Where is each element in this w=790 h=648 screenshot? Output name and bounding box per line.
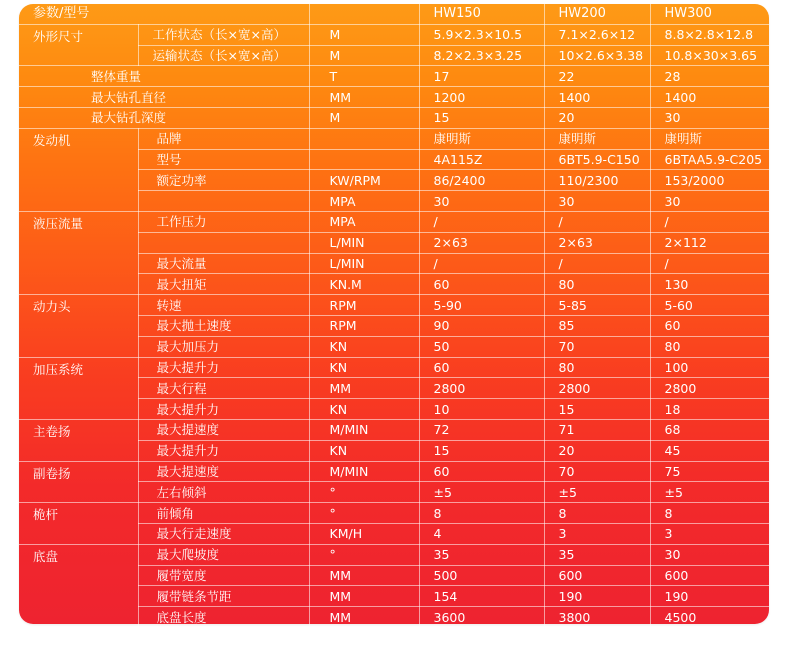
value-cell-model-1: 30 <box>419 191 544 212</box>
value-cell-model-1: 500 <box>419 565 544 586</box>
value-cell-model-1: 康明斯 <box>419 128 544 149</box>
unit-cell: MM <box>309 87 419 108</box>
parameter-name: 最大行走速度 <box>138 523 309 544</box>
unit-cell: KW/RPM <box>309 170 419 191</box>
parameter-name: 履带链条节距 <box>138 586 309 607</box>
unit-cell: KN <box>309 357 419 378</box>
value-cell-model-3: 4500 <box>650 607 769 628</box>
value-cell-model-2: 10×2.6×3.38 <box>544 45 650 66</box>
value-cell-model-3: 30 <box>650 107 769 128</box>
value-cell-model-3: 康明斯 <box>650 128 769 149</box>
table-row <box>19 503 769 524</box>
table-header-row <box>19 4 769 24</box>
parameter-name: 履带宽度 <box>138 565 309 586</box>
value-cell-model-2: 5-85 <box>544 295 650 316</box>
group-label: 主卷扬 <box>19 419 138 461</box>
unit-cell: M <box>309 107 419 128</box>
value-cell-model-3: 5-60 <box>650 295 769 316</box>
value-cell-model-1: 5-90 <box>419 295 544 316</box>
table-row <box>19 66 769 87</box>
parameter-name: 最大提升力 <box>138 357 309 378</box>
unit-cell: M/MIN <box>309 419 419 440</box>
value-cell-model-1: / <box>419 211 544 232</box>
unit-cell: KN <box>309 399 419 420</box>
group-label: 底盘 <box>19 544 138 647</box>
group-label: 桅杆 <box>19 503 138 545</box>
value-cell-model-2: 3800 <box>544 607 650 628</box>
unit-cell <box>309 128 419 149</box>
unit-cell: M/MIN <box>309 461 419 482</box>
value-cell-model-2: 22 <box>544 66 650 87</box>
parameter-name: 最大流量 <box>138 253 309 274</box>
value-cell-model-3: 153/2000 <box>650 170 769 191</box>
value-cell-model-1: 8 <box>419 503 544 524</box>
value-cell-model-1: / <box>419 253 544 274</box>
table-row <box>19 461 769 482</box>
value-cell-model-1: 10 <box>419 399 544 420</box>
value-cell-model-1: 2×63 <box>419 232 544 253</box>
header-model-1: HW150 <box>419 4 544 24</box>
value-cell-model-3: 1400 <box>650 87 769 108</box>
unit-cell: L/MIN <box>309 232 419 253</box>
value-cell-model-1: 1200 <box>419 87 544 108</box>
value-cell-model-2: 1400 <box>544 87 650 108</box>
parameter-name: 最大提速度 <box>138 461 309 482</box>
value-cell-model-1: 60 <box>419 461 544 482</box>
value-cell-model-3: 45 <box>650 440 769 461</box>
value-cell-model-1: 15 <box>419 107 544 128</box>
group-label: 加压系统 <box>19 357 138 419</box>
table-row <box>19 419 769 440</box>
value-cell-model-2: 35 <box>544 544 650 565</box>
table-row <box>19 128 769 149</box>
parameter-name: 品牌 <box>138 128 309 149</box>
value-cell-model-1: 35 <box>419 544 544 565</box>
value-cell-model-1: 17 <box>419 66 544 87</box>
unit-cell: KM/H <box>309 523 419 544</box>
parameter-name: 最大爬坡度 <box>138 544 309 565</box>
value-cell-model-3: 600 <box>650 565 769 586</box>
value-cell-model-3: ±5 <box>650 482 769 503</box>
value-cell-model-3: 190 <box>650 586 769 607</box>
value-cell-model-3: 28 <box>650 66 769 87</box>
value-cell-model-2: 80 <box>544 357 650 378</box>
parameter-name: 最大提升力 <box>138 399 309 420</box>
unit-cell: KN <box>309 336 419 357</box>
value-cell-model-2: 7.1×2.6×12 <box>544 24 650 45</box>
unit-cell: ° <box>309 503 419 524</box>
value-cell-model-2: / <box>544 211 650 232</box>
value-cell-model-3: 3 <box>650 523 769 544</box>
parameter-name: 最大扭矩 <box>138 274 309 295</box>
value-cell-model-2: 77 <box>544 627 650 647</box>
value-cell-model-3: 100 <box>650 357 769 378</box>
group-label: 动力头 <box>19 295 138 357</box>
value-cell-model-3: 68 <box>650 419 769 440</box>
parameter-name: 运输状态（长×宽×高） <box>138 45 309 66</box>
unit-cell: RPM <box>309 315 419 336</box>
value-cell-model-1: 86/2400 <box>419 170 544 191</box>
value-cell-model-2: 30 <box>544 191 650 212</box>
parameter-name: 左右倾斜 <box>138 482 309 503</box>
value-cell-model-2: 70 <box>544 461 650 482</box>
value-cell-model-1: 66.3 <box>419 627 544 647</box>
spec-table-body <box>19 4 769 648</box>
unit-cell: MM <box>309 607 419 628</box>
unit-cell: MM <box>309 586 419 607</box>
value-cell-model-3: 75 <box>650 461 769 482</box>
value-cell-model-2: 2×63 <box>544 232 650 253</box>
unit-cell: MPA <box>309 191 419 212</box>
unit-cell: MM <box>309 565 419 586</box>
group-label: 发动机 <box>19 128 138 211</box>
value-cell-model-2: 600 <box>544 565 650 586</box>
value-cell-model-3: 6BTAA5.9-C205 <box>650 149 769 170</box>
group-label: 外形尺寸 <box>19 24 138 66</box>
unit-cell: KPA <box>309 627 419 647</box>
parameter-name: 最大提升力 <box>138 440 309 461</box>
value-cell-model-2: 20 <box>544 440 650 461</box>
parameter-name: 最大行程 <box>138 378 309 399</box>
value-cell-model-2: 71 <box>544 419 650 440</box>
parameter-name: 额定功率 <box>138 170 309 191</box>
parameter-name: 转速 <box>138 295 309 316</box>
value-cell-model-3: 18 <box>650 399 769 420</box>
value-cell-model-3: 10.8×30×3.65 <box>650 45 769 66</box>
header-label: 参数/型号 <box>19 4 309 24</box>
group-label: 液压流量 <box>19 211 138 294</box>
value-cell-model-2: 80 <box>544 274 650 295</box>
value-cell-model-3: 60 <box>650 315 769 336</box>
value-cell-model-3: / <box>650 211 769 232</box>
value-cell-model-3: 92 <box>664 630 681 646</box>
value-cell-model-3: 8.8×2.8×12.8 <box>650 24 769 45</box>
unit-cell: M <box>309 24 419 45</box>
parameter-name: 前倾角 <box>138 503 309 524</box>
value-cell-model-3: / <box>650 253 769 274</box>
value-cell-model-2: 8 <box>544 503 650 524</box>
value-cell-model-2: 85 <box>544 315 650 336</box>
value-cell-model-2: 3 <box>544 523 650 544</box>
unit-cell: RPM <box>309 295 419 316</box>
unit-cell: L/MIN <box>309 253 419 274</box>
header-model-3: HW300 <box>650 4 769 24</box>
group-label: 副卷扬 <box>19 461 138 503</box>
value-cell-model-2: 20 <box>544 107 650 128</box>
value-cell-model-1: 8.2×2.3×3.25 <box>419 45 544 66</box>
value-cell-model-3: 130 <box>650 274 769 295</box>
spec-table-card <box>19 4 769 646</box>
value-cell-model-1: 2800 <box>419 378 544 399</box>
value-cell-model-1: 90 <box>419 315 544 336</box>
table-row <box>19 357 769 378</box>
value-cell-model-1: 3600 <box>419 607 544 628</box>
value-cell-model-2: 6BT5.9-C150 <box>544 149 650 170</box>
value-cell-model-2: 15 <box>544 399 650 420</box>
value-cell-model-1: 72 <box>419 419 544 440</box>
value-cell-model-1: 154 <box>419 586 544 607</box>
row-label: 最大钻孔直径 <box>19 87 309 108</box>
parameter-name: 底盘长度 <box>138 607 309 628</box>
unit-cell: KN <box>309 440 419 461</box>
parameter-name <box>138 191 309 212</box>
table-row <box>19 24 769 45</box>
header-model-2: HW200 <box>544 4 650 24</box>
value-cell-model-1: 4 <box>419 523 544 544</box>
table-row <box>19 107 769 128</box>
spec-table <box>19 4 769 648</box>
unit-cell: KN.M <box>309 274 419 295</box>
value-cell-model-3: 30 <box>650 191 769 212</box>
table-row <box>19 87 769 108</box>
value-cell-model-2: 康明斯 <box>544 128 650 149</box>
value-cell-model-1: ±5 <box>419 482 544 503</box>
value-cell-model-1: 50 <box>419 336 544 357</box>
header-unit-cell <box>309 4 419 24</box>
row-label: 整体重量 <box>19 66 309 87</box>
unit-cell: M <box>309 45 419 66</box>
parameter-name: 最大提速度 <box>138 419 309 440</box>
value-cell-model-2: 110/2300 <box>544 170 650 191</box>
unit-cell: ° <box>309 482 419 503</box>
unit-cell: ° <box>309 544 419 565</box>
value-cell-model-1: 15 <box>419 440 544 461</box>
value-cell-model-2: 190 <box>544 586 650 607</box>
value-cell-model-3: 2800 <box>650 378 769 399</box>
value-cell-model-2: ±5 <box>544 482 650 503</box>
unit-cell: MPA <box>309 211 419 232</box>
parameter-name: 最大加压力 <box>138 336 309 357</box>
unit-cell <box>309 149 419 170</box>
value-cell-model-2: / <box>544 253 650 274</box>
unit-cell: T <box>309 66 419 87</box>
value-cell-model-3: 2×112 <box>650 232 769 253</box>
parameter-name: 工作状态（长×宽×高） <box>138 24 309 45</box>
table-row <box>19 544 769 565</box>
value-cell-model-3: 30 <box>650 544 769 565</box>
parameter-name: 最大抛土速度 <box>138 315 309 336</box>
value-cell-model-2: 2800 <box>544 378 650 399</box>
table-row <box>19 295 769 316</box>
unit-cell: MM <box>309 378 419 399</box>
value-cell-model-3: 80 <box>650 336 769 357</box>
parameter-name <box>138 232 309 253</box>
value-cell-model-2: 70 <box>544 336 650 357</box>
parameter-name: 型号 <box>138 149 309 170</box>
value-cell-model-1: 5.9×2.3×10.5 <box>419 24 544 45</box>
parameter-name: 工作压力 <box>138 211 309 232</box>
parameter-name: 平均接地比压 <box>138 627 309 647</box>
table-row <box>19 211 769 232</box>
row-label: 最大钻孔深度 <box>19 107 309 128</box>
value-cell-model-1: 60 <box>419 357 544 378</box>
value-cell-model-1: 60 <box>419 274 544 295</box>
value-cell-model-1: 4A115Z <box>419 149 544 170</box>
value-cell-model-3: 8 <box>650 503 769 524</box>
